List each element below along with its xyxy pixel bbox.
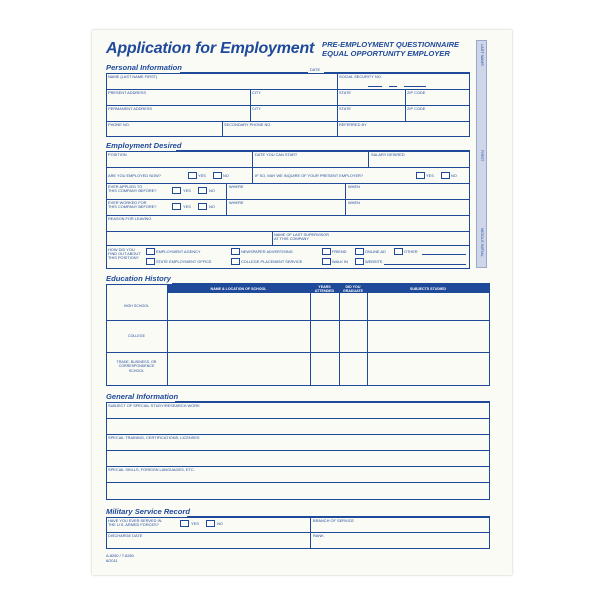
supervisor-label-2: AT THIS COMPANY bbox=[274, 236, 309, 241]
sidebar-first: FIRST bbox=[480, 150, 485, 162]
worked-before-label-2: THIS COMPANY BEFORE? bbox=[108, 204, 157, 209]
worked-no-label: NO bbox=[209, 204, 215, 209]
served-yes-checkbox[interactable] bbox=[180, 520, 189, 527]
employed-now-yes-checkbox[interactable] bbox=[188, 172, 197, 179]
source-friend-label: FRIEND bbox=[332, 249, 347, 254]
secondary-phone-label: SECONDARY PHONE NO. bbox=[224, 122, 272, 127]
present-address-label: PRESENT ADDRESS bbox=[108, 90, 146, 95]
row-trade-3: SCHOOL bbox=[128, 368, 145, 373]
employed-now-no-label: NO bbox=[223, 173, 229, 178]
branch-field[interactable] bbox=[313, 523, 489, 532]
permanent-state-field[interactable] bbox=[339, 111, 403, 121]
source-newspaper-label: NEWSPAPER ADVERTISING bbox=[241, 249, 293, 254]
applied-when-label: WHEN bbox=[348, 184, 360, 189]
applied-before-label-2: THIS COMPANY BEFORE? bbox=[108, 188, 157, 193]
college-graduate-cell[interactable] bbox=[340, 321, 366, 352]
date-start-label: DATE YOU CAN START bbox=[255, 152, 298, 157]
applied-where-label: WHERE bbox=[229, 184, 244, 189]
college-years-cell[interactable] bbox=[311, 321, 338, 352]
trade-subjects-cell[interactable] bbox=[368, 353, 489, 385]
application-form-page bbox=[92, 30, 512, 575]
served-label-2: THE U.S. ARMED FORCES? bbox=[108, 522, 159, 527]
education-history-heading: Education History bbox=[106, 274, 171, 283]
applied-before-label-1: EVER APPLIED TO bbox=[108, 184, 143, 189]
worked-no-checkbox[interactable] bbox=[198, 203, 207, 210]
employment-desired-heading: Employment Desired bbox=[106, 141, 182, 150]
served-label-1: HAVE YOU EVER SERVED IN bbox=[108, 518, 162, 523]
served-no-label: NO bbox=[217, 521, 223, 526]
how-found-label-1: HOW DID YOU bbox=[108, 247, 135, 252]
special-study-field[interactable] bbox=[108, 408, 488, 434]
source-walk-in-label: WALK IN bbox=[332, 259, 348, 264]
referred-by-label: REFERRED BY bbox=[339, 122, 367, 127]
employed-now-no-checkbox[interactable] bbox=[213, 172, 222, 179]
employed-now-label: ARE YOU EMPLOYED NOW? bbox=[108, 173, 161, 178]
special-training-field[interactable] bbox=[108, 440, 488, 466]
secondary-phone-field[interactable] bbox=[224, 127, 336, 137]
col-years-header-2: ATTENDED bbox=[314, 289, 335, 293]
source-college-placement-label: COLLEGE PLACEMENT SERVICE bbox=[241, 259, 303, 264]
present-address-field[interactable] bbox=[108, 95, 248, 105]
row-trade-2: CORRESPONDENCE bbox=[118, 364, 155, 369]
how-found-label-2: FIND OUT ABOUT bbox=[108, 251, 141, 256]
discharge-date-label: DISCHARGE DATE bbox=[108, 533, 143, 538]
trade-name-cell[interactable] bbox=[168, 353, 309, 385]
present-zip-label: ZIP CODE bbox=[407, 90, 426, 95]
source-newspaper-checkbox[interactable] bbox=[231, 248, 240, 255]
discharge-date-field[interactable] bbox=[108, 538, 308, 548]
present-city-field[interactable] bbox=[252, 95, 336, 105]
source-walk-in-checkbox[interactable] bbox=[322, 258, 331, 265]
referred-by-field[interactable] bbox=[339, 127, 469, 137]
applied-no-label: NO bbox=[209, 188, 215, 193]
row-trade-1: TRADE, BUSINESS, OR bbox=[116, 360, 157, 364]
how-found-label-3: THIS POSITION? bbox=[108, 255, 139, 260]
worked-where-label: WHERE bbox=[229, 200, 244, 205]
source-state-office-checkbox[interactable] bbox=[146, 258, 155, 265]
permanent-address-label: PERMANENT ADDRESS bbox=[108, 106, 153, 111]
worked-yes-checkbox[interactable] bbox=[172, 203, 181, 210]
ssn-field[interactable] bbox=[339, 79, 469, 89]
permanent-zip-label: ZIP CODE bbox=[407, 106, 426, 111]
trade-years-cell[interactable] bbox=[311, 353, 338, 385]
reason-leaving-field[interactable] bbox=[108, 221, 468, 231]
present-zip-field[interactable] bbox=[407, 95, 469, 105]
position-field[interactable] bbox=[108, 157, 250, 167]
name-field-label: NAME (LAST NAME FIRST) bbox=[108, 74, 158, 79]
phone-field[interactable] bbox=[108, 127, 220, 137]
sidebar-last-name: LAST NAME bbox=[480, 44, 485, 66]
high-school-name-cell[interactable] bbox=[168, 294, 309, 320]
present-city-label: CITY bbox=[252, 90, 261, 95]
supervisor-label-1: NAME OF LAST SUPERVISOR bbox=[274, 232, 329, 237]
form-code: A-8260 / T-8260 bbox=[106, 553, 134, 558]
present-state-field[interactable] bbox=[339, 95, 403, 105]
col-subjects-header: SUBJECTS STUDIED bbox=[367, 287, 489, 291]
worked-where-field[interactable] bbox=[229, 205, 343, 215]
special-skills-label: SPECIAL SKILLS, FOREIGN LANGUAGES, ETC. bbox=[108, 467, 195, 472]
source-website-field[interactable] bbox=[384, 264, 466, 265]
served-no-checkbox[interactable] bbox=[206, 520, 215, 527]
applied-when-field[interactable] bbox=[348, 189, 468, 199]
special-training-label: SPECIAL TRAINING, CERTIFICATIONS, LICENSES bbox=[108, 435, 200, 440]
source-online-ad-checkbox[interactable] bbox=[355, 248, 364, 255]
special-study-label: SUBJECT OF SPECIAL STUDY/RESEARCH WORK bbox=[108, 403, 200, 408]
rank-label: RANK bbox=[313, 533, 324, 538]
source-website-checkbox[interactable] bbox=[355, 258, 364, 265]
salary-label: SALARY DESIRED bbox=[371, 152, 405, 157]
worked-when-field[interactable] bbox=[348, 205, 468, 215]
served-yes-label: YES bbox=[191, 521, 199, 526]
source-employment-agency-label: EMPLOYMENT AGENCY bbox=[156, 249, 201, 254]
worked-before-label-1: EVER WORKED FOR bbox=[108, 200, 147, 205]
col-graduate-header-1: DID YOU bbox=[345, 285, 361, 289]
permanent-city-field[interactable] bbox=[252, 111, 336, 121]
military-record-heading: Military Service Record bbox=[106, 507, 190, 516]
sidebar-middle-initial: MIDDLE INITIAL bbox=[480, 228, 485, 257]
high-school-graduate-cell[interactable] bbox=[340, 294, 366, 320]
branch-label: BRANCH OF SERVICE bbox=[313, 518, 355, 523]
permanent-address-field[interactable] bbox=[108, 111, 248, 121]
special-skills-field[interactable] bbox=[108, 472, 488, 499]
college-name-cell[interactable] bbox=[168, 321, 309, 352]
worked-when-label: WHEN bbox=[348, 200, 360, 205]
permanent-zip-field[interactable] bbox=[407, 111, 469, 121]
source-state-office-label: STATE EMPLOYMENT OFFICE bbox=[156, 259, 212, 264]
inquire-employer-label: IF SO, MAY WE INQUIRE OF YOUR PRESENT EMPLOYER? bbox=[255, 173, 364, 178]
present-state-label: STATE bbox=[339, 90, 351, 95]
high-school-subjects-cell[interactable] bbox=[368, 294, 489, 320]
general-info-heading: General Information bbox=[106, 392, 179, 401]
employed-now-yes-label: YES bbox=[198, 173, 206, 178]
personal-info-heading: Personal Information bbox=[106, 63, 182, 72]
reason-leaving-label: REASON FOR LEAVING bbox=[108, 216, 152, 221]
inquire-yes-checkbox[interactable] bbox=[416, 172, 425, 179]
college-subjects-cell[interactable] bbox=[368, 321, 489, 352]
ssn-field-label: SOCIAL SECURITY NO. bbox=[339, 74, 382, 79]
col-years-header-1: YEARS bbox=[318, 285, 331, 289]
form-title: Application for Employment bbox=[106, 40, 315, 57]
source-other-checkbox[interactable] bbox=[394, 248, 403, 255]
applied-no-checkbox[interactable] bbox=[198, 187, 207, 194]
applied-yes-checkbox[interactable] bbox=[172, 187, 181, 194]
source-college-placement-checkbox[interactable] bbox=[231, 258, 240, 265]
date-label: DATE bbox=[310, 67, 321, 72]
inquire-no-label: NO bbox=[451, 173, 457, 178]
form-revision-date: 6/2011 bbox=[106, 558, 118, 563]
source-employment-agency-checkbox[interactable] bbox=[146, 248, 155, 255]
applied-yes-label: YES bbox=[183, 188, 191, 193]
worked-yes-label: YES bbox=[183, 204, 191, 209]
form-subtitle-questionnaire: PRE-EMPLOYMENT QUESTIONNAIRE bbox=[322, 40, 460, 49]
permanent-city-label: CITY bbox=[252, 106, 261, 111]
phone-label: PHONE NO. bbox=[108, 122, 130, 127]
supervisor-field[interactable] bbox=[337, 233, 468, 244]
source-other-label: OTHER bbox=[404, 249, 418, 254]
source-website-label: WEBSITE bbox=[365, 259, 383, 264]
rank-field[interactable] bbox=[313, 538, 489, 548]
source-friend-checkbox[interactable] bbox=[322, 248, 331, 255]
trade-graduate-cell[interactable] bbox=[340, 353, 366, 385]
position-label: POSITION bbox=[108, 152, 127, 157]
form-subtitle-eoe: EQUAL OPPORTUNITY EMPLOYER bbox=[322, 49, 450, 58]
inquire-yes-label: YES bbox=[426, 173, 434, 178]
source-other-field[interactable] bbox=[422, 254, 466, 255]
col-graduate-header-2: GRADUATE bbox=[342, 289, 364, 293]
col-school-header: NAME & LOCATION OF SCHOOL bbox=[167, 287, 310, 291]
row-college: COLLEGE bbox=[128, 334, 145, 338]
inquire-no-checkbox[interactable] bbox=[441, 172, 450, 179]
name-field[interactable] bbox=[108, 79, 336, 89]
permanent-state-label: STATE bbox=[339, 106, 351, 111]
source-online-ad-label: ONLINE AD bbox=[365, 249, 386, 254]
salary-field[interactable] bbox=[371, 157, 469, 167]
date-start-field[interactable] bbox=[255, 157, 367, 167]
high-school-years-cell[interactable] bbox=[311, 294, 338, 320]
applied-where-field[interactable] bbox=[229, 189, 343, 199]
row-high-school: HIGH SCHOOL bbox=[123, 304, 150, 308]
